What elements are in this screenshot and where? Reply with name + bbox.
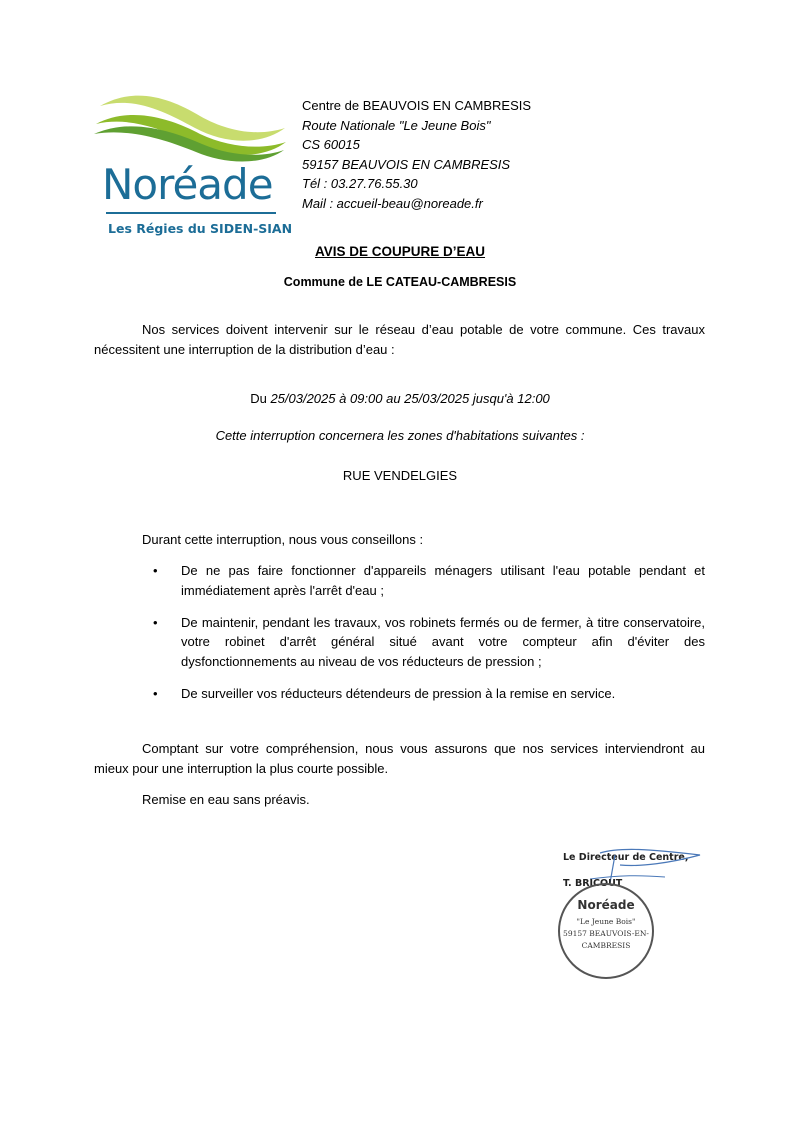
stamp-line-2: 59157 BEAUVOIS-EN- [563,929,649,938]
commune: Commune de LE CATEAU-CAMBRESIS [283,275,517,289]
zone: RUE VENDELGIES [342,468,458,483]
phone: Tél : 03.27.76.55.30 [302,176,418,192]
company-stamp [558,883,654,979]
logo-tagline: Les Régies du SIDEN-SIAN [108,221,293,236]
stamp-name: Noréade [577,898,635,912]
logo-name: Noréade [102,160,273,209]
period-dates: 25/03/2025 à 09:00 au 25/03/2025 jusqu'à 12:00 [270,391,550,406]
center-name: Centre de BEAUVOIS EN CAMBRESIS [302,98,532,113]
street: Route Nationale "Le Jeune Bois" [302,117,491,133]
signer-role: Le Directeur de Centre, [563,852,689,863]
wave-logo-icon [90,88,290,168]
zones-intro: Cette interruption concernera les zones d'habitations suivantes : [215,428,585,443]
page-title: AVIS DE COUPURE D’EAU [314,244,486,259]
stamp-line-1: "Le Jeune Bois" [576,917,636,926]
advice-intro: Durant cette interruption, nous vous conseillons : [142,532,424,547]
closing-paragraph: Comptant sur votre compréhension, nous vous assurons que nos services interviendront au mieux pour une interruption la plus courte possible. [94,741,705,776]
list-item: • De ne pas faire fonctionner d'appareils ménagers utilisant l'eau potable pendant et immédiatement après l'arrêt d'eau ; [153,563,705,598]
bullet-icon: • [153,563,158,578]
cs-number: CS 60015 [302,137,360,153]
period-prefix: Du [250,391,271,406]
address-block [302,96,531,214]
restore-note: Remise en eau sans préavis. [142,792,310,807]
email: Mail : accueil-beau@noreade.fr [302,195,483,211]
bullet-icon: • [153,614,158,630]
bullet-icon: • [153,685,158,701]
period [0,391,800,406]
city: 59157 BEAUVOIS EN CAMBRESIS [302,156,511,172]
list-item: • De surveiller vos réducteurs détendeurs de pression à la remise en service. [94,684,705,704]
advice-list [94,561,705,716]
noreade-logo [90,88,293,248]
stamp-line-3: CAMBRESIS [581,941,631,950]
intro-paragraph: Nos services doivent intervenir sur le réseau d’eau potable de votre commune. Ces travaux nécessitent une interruption de la distribution d’eau : [94,322,705,357]
logo-divider [106,212,276,214]
list-item: • De maintenir, pendant les travaux, vos robinets fermés ou de fermer, à titre conservatoire, votre robinet d'arrêt général situé avant votre compteur afin d'éviter des dysfonctionnements au niveau de vos réducteurs de pression ; [153,614,705,670]
signer-name: T. BRICOUT [563,878,623,889]
